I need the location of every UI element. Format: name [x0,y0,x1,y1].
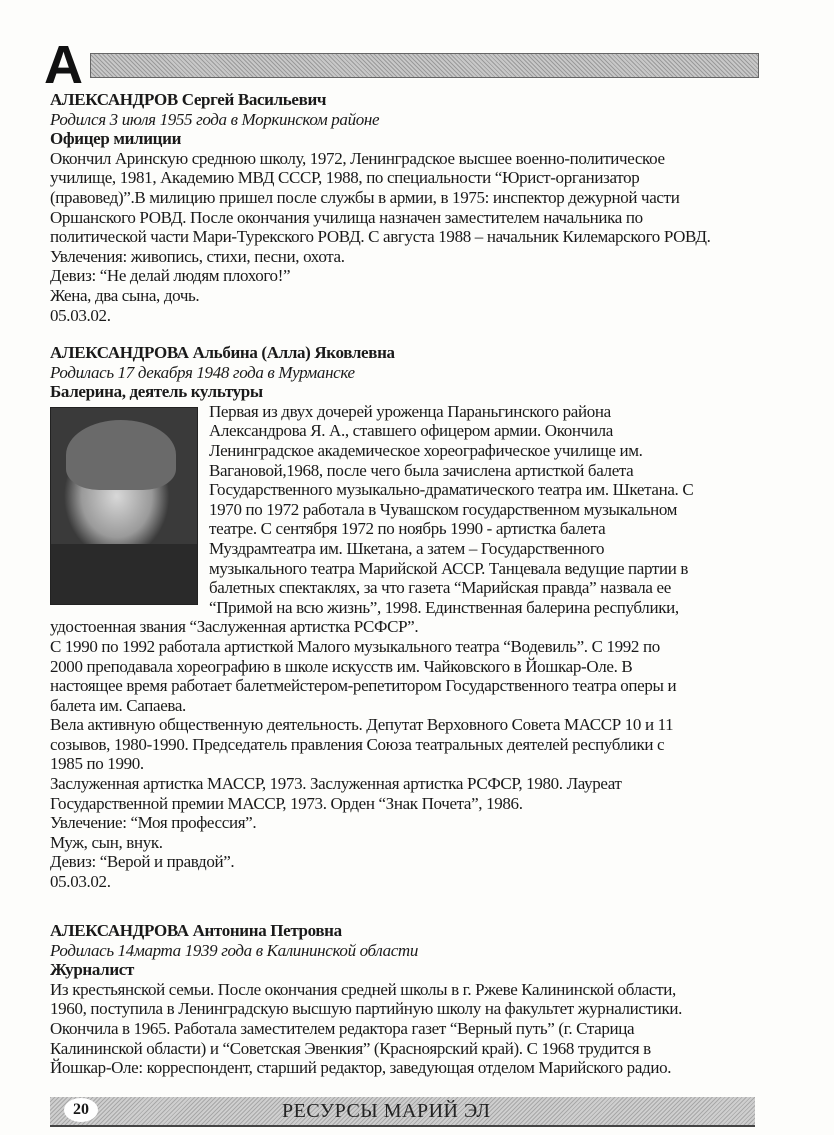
bio-line: Александрова Я. А., ставшего офицером армии. Окончила [209,421,613,441]
bio-line: 05.03.02. [50,872,111,892]
bio-line: 1960, поступила в Ленинградскую высшую партийную школу на факультет журналистики. [50,999,682,1019]
person-name: АЛЕКСАНДРОВА Антонина Петровна [50,921,342,940]
bio-line: Государственной премии МАССР, 1973. Орден “Знак Почета”, 1986. [50,793,523,813]
footer-title: РЕСУРСЫ МАРИЙ ЭЛ [282,1100,491,1122]
page-footer [50,1097,755,1127]
bio-line: Вела активную общественную деятельность. Депутат Верховного Совета МАССР 10 и 11 [50,715,674,735]
bio-line: Окончил Аринскую среднюю школу, 1972, Ленинградское высшее военно-политическое [50,148,665,168]
page-number: 20 [64,1098,98,1122]
bio-line: Окончила в 1965. Работала заместителем редактора газет “Верный путь” (г. Старица [50,1018,635,1038]
bio-line: удостоенная звания “Заслуженная артистка РСФСР”. [50,617,419,637]
bio-line: (правовед)”.В милицию пришел после службы в армии, в 1975: инспектор дежурной части [50,187,680,207]
section-letter: А [44,35,83,95]
birth-info: Родилась 14марта 1939 года в Калининской области [50,940,419,960]
person-name: АЛЕКСАНДРОВ Сергей Васильевич [50,90,327,109]
bio-line: созывов, 1980-1990. Председатель правления Союза театральных деятелей республики с [50,734,665,754]
bio-line: 2000 преподавала хореографию в школе искусств им. Чайковского в Йошкар-Оле. В [50,656,633,676]
bio-line: “Примой на всю жизнь”, 1998. Единственная балерина республики, [209,597,679,617]
entry-aleksandrova-antonina [50,921,770,1078]
bio-line: С 1990 по 1992 работала артисткой Малого музыкального театра “Водевиль”. С 1992 по [50,636,660,656]
birth-info: Родилась 17 декабря 1948 года в Мурманске [50,362,355,382]
portrait-photo [50,407,198,605]
bio-line: училище, 1981, Академию МВД СССР, 1988, по специальности “Юрист-организатор [50,168,640,188]
bio-line: 1970 по 1972 работала в Чувашском государственном музыкальном [209,499,678,519]
bio-line: Оршанского РОВД. После окончания училища назначен заместителем начальника по [50,207,643,227]
bio-line: Увлечение: “Моя профессия”. [50,813,257,833]
bio-line: Муж, сын, внук. [50,832,163,852]
bio-line: театре. С сентября 1972 по ноябрь 1990 - артистка балета [209,519,606,539]
bio-line: политической части Мари-Турекского РОВД. С августа 1988 – начальник Килемарского РОВД. [50,227,711,247]
bio-line: Жена, два сына, дочь. [50,285,200,305]
bio-line: Калининской области) и “Советская Эвенкия” (Красноярский край). С 1968 трудится в [50,1038,651,1058]
bio-line: Девиз: “Не делай людям плохого!” [50,266,291,286]
bio-line: Из крестьянской семьи. После окончания средней школы в г. Ржеве Калининской области, [50,979,676,999]
profession: Офицер милиции [50,129,182,149]
bio-line: балетных спектаклях, за что газета “Марийская правда” назвала ее [209,578,671,598]
profession: Балерина, деятель культуры [50,382,263,402]
bio-line: Ленинградское академическое хореографическое училище им. [209,440,643,460]
entry-aleksandrov-sergey [50,90,770,325]
bio-line: 1985 по 1990. [50,754,144,774]
bio-line: Йошкар-Оле: корреспондент, старший редактор, заведующая отделом Марийского радио. [50,1058,672,1078]
bio-line: Увлечения: живопись, стихи, песни, охота. [50,246,345,266]
birth-info: Родился 3 июля 1955 года в Моркинском районе [50,109,380,129]
person-name: АЛЕКСАНДРОВА Альбина (Алла) Яковлевна [50,343,395,362]
bio-line: балета им. Сапаева. [50,695,186,715]
bio-line: настоящее время работает балетмейстером-репетитором Государственного театра оперы и [50,676,677,696]
bio-line: Заслуженная артистка МАССР, 1973. Заслуженная артистка РСФСР, 1980. Лауреат [50,774,622,794]
bio-line: Вагановой,1968, после чего была зачислена артисткой балета [209,460,634,480]
bio-line: Первая из двух дочерей уроженца Параньгинского района [209,401,611,421]
bio-line: Государственного музыкально-драматического театра им. Шкетана. С [209,480,694,500]
bio-line: Девиз: “Верой и правдой”. [50,852,235,872]
bio-line: музыкального театра Марийской АССР. Танцевала ведущие партии в [209,558,689,578]
section-header-bar [90,53,759,78]
bio-line: 05.03.02. [50,305,111,325]
bio-line: Муздрамтеатра им. Шкетана, а затем – Государственного [209,538,605,558]
profession: Журналист [50,960,134,980]
